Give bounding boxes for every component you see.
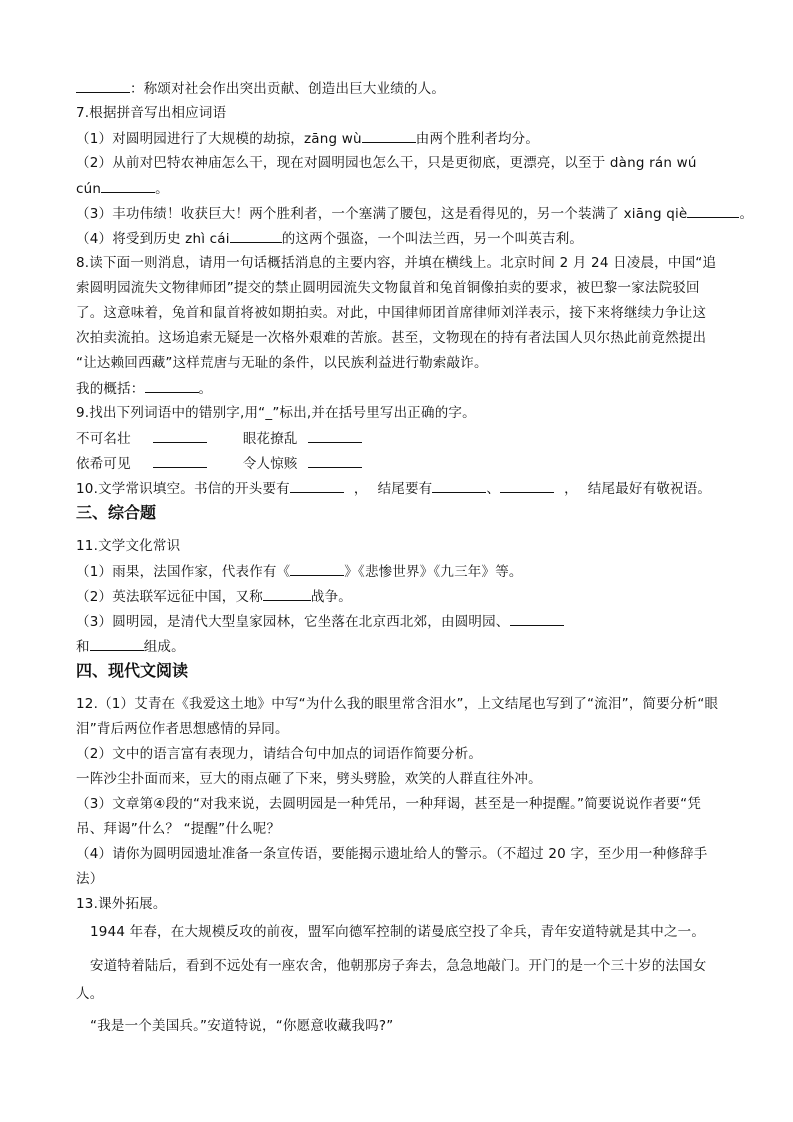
q13-paragraph-2: 安道特着陆后，看到不远处有一座农舍，他朝那房子奔去，急急地敲门。开门的是一个三十岁的法国女 [90,958,707,974]
q11-item-2: （2）英法联军远征中国，又称 战争。 [76,586,726,607]
answer-blank[interactable] [145,378,199,393]
q11-title: 11.文学文化常识 [76,538,181,554]
q13-paragraph-3: “我是一个美国兵。”安道特说，“你愿意收藏我吗?” [90,1018,394,1034]
q12-line-8: 法） [76,871,104,887]
q7-item-2-cont: cún 。 [76,178,726,199]
answer-blank[interactable] [263,586,311,601]
section-heading-4: 四、现代文阅读 [76,661,189,680]
q12-line-2: 泪”背后两位作者思想感情的异同。 [76,721,289,737]
answer-blank[interactable] [90,636,144,651]
answer-blank[interactable] [230,228,282,243]
q8-line-3: 了。这意味着，兔首和鼠首将被如期拍卖。对此，中国律师团首席律师刘洋表示，接下来将继续力争让这 [76,305,707,321]
q7-item-4: （4）将受到历史 zhì cái 的这两个强盗，一个叫法兰西，另一个叫英吉利。 [76,228,726,249]
q12-line-6: 吊、拜谒”什么？ “提醒”什么呢？ [76,821,281,837]
q11-item-3: （3）圆明园，是清代大型皇家园林，它坐落在北京西北郊，由圆明园、 [76,611,726,632]
q7-title: 7.根据拼音写出相应词语 [76,105,227,121]
answer-blank[interactable] [76,78,130,93]
q8-line-5: “让达赖回西藏”这样荒唐与无耻的条件，以民族利益进行勒索敲诈。 [76,355,488,371]
answer-blank[interactable] [432,478,486,493]
answer-blank[interactable] [500,478,554,493]
q11-item-1: （1）雨果，法国作家，代表作有《 》《悲惨世界》《九三年》等。 [76,561,726,582]
q8-line-1: 8.读下面一则消息，请用一句话概括消息的主要内容，并填在横线上。北京时间 2 月 24 日凌晨，中国“追 [76,255,717,271]
definition-line: ：称颂对社会作出突出贡献、创造出巨大业绩的人。 [76,78,726,99]
q13-title: 13.课外拓展。 [76,896,167,912]
q7-item-3: （3）丰功伟绩！收获巨大！两个胜利者，一个塞满了腰包，这是看得见的，另一个装满了 xiāng qiè 。 [76,203,726,224]
q8-line-2: 索圆明园流失文物律师团”提交的禁止圆明园流失文物鼠首和兔首铜像拍卖的要求，被巴黎一家法院驳回 [76,280,700,296]
q8-line-4: 次拍卖流拍。这场追索无疑是一次格外艰难的苦旅。甚至，文物现在的持有者法国人贝尔热此前竟然提出 [76,330,707,346]
answer-blank[interactable] [510,611,564,626]
answer-blank[interactable] [290,478,344,493]
q12-line-5: （3）文章第④段的“对我来说，去圆明园是一种凭吊，一种拜谒，甚至是一种提醒。”简要说说作者要“凭 [76,796,702,812]
q7-item-2: （2）从前对巴特农神庙怎么干，现在对圆明园也怎么干，只是更彻底，更漂亮，以至于 dàng rán wú [76,155,697,171]
q8-answer: 我的概括： 。 [76,378,726,399]
answer-blank[interactable] [308,453,362,468]
answer-blank[interactable] [362,128,416,143]
answer-blank[interactable] [153,428,207,443]
q13-paragraph-1: 1944 年春，在大规模反攻的前夜，盟军向德军控制的诺曼底空投了伞兵，青年安道特就是其中之一。 [90,924,706,940]
q12-line-7: （4）请你为圆明园遗址准备一条宣传语，要能揭示遗址给人的警示。（不超过 20 字，至少用一种修辞手 [76,846,708,862]
q13-paragraph-2-cont: 人。 [76,986,104,1002]
q9-row-1: 不可名壮 眼花撩乱 [76,428,726,449]
answer-blank[interactable] [101,178,155,193]
q7-item-1: （1）对圆明园进行了大规模的劫掠，zāng wù 由两个胜利者均分。 [76,128,726,149]
q9-row-2: 依希可见 令人惊赅 [76,453,726,474]
section-heading-3: 三、综合题 [76,503,157,522]
answer-blank[interactable] [687,203,739,218]
q12-line-4: 一阵沙尘扑面而来，豆大的雨点砸了下来，劈头劈脸，欢笑的人群直往外冲。 [76,771,542,787]
q12-line-1: 12.（1）艾青在《我爱这土地》中写“为什么我的眼里常含泪水”，上文结尾也写到了“流泪”，简要分析“眼 [76,696,719,712]
answer-blank[interactable] [308,428,362,443]
q9-title: 9.找出下列词语中的错别字,用“_”标出,并在括号里写出正确的字。 [76,405,476,421]
q12-line-3: （2）文中的语言富有表现力，请结合句中加点的词语作简要分析。 [76,746,483,762]
q10-line: 10.文学常识填空。书信的开头要有 ， 结尾要有 、 ， 结尾最好有敬祝语。 [76,478,726,499]
answer-blank[interactable] [290,561,344,576]
q11-item-3-cont: 和 组成。 [76,636,726,657]
answer-blank[interactable] [153,453,207,468]
